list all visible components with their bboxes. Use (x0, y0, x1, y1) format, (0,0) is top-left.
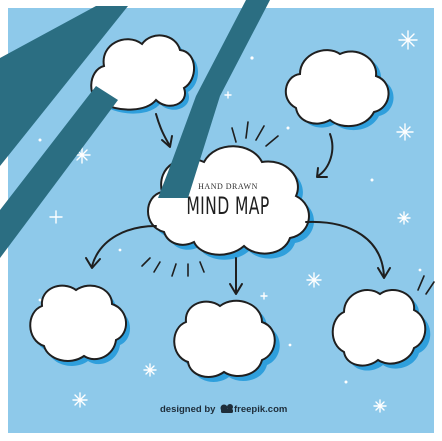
sparkle-icon (73, 393, 87, 407)
sparkle-icon (307, 273, 321, 287)
title-main: MIND MAP (186, 191, 270, 220)
title-top: HAND DRAWN (198, 182, 258, 191)
cloud-icon (174, 301, 275, 377)
sparkle-icon (374, 400, 386, 412)
sparkle-icon (144, 364, 156, 376)
credit-text: designed by (160, 404, 216, 415)
cloud-icon (333, 290, 426, 366)
credit-brand[interactable]: freepik.com (234, 404, 288, 415)
sparkle-icon (399, 31, 417, 49)
sparkle-icon (398, 212, 410, 224)
